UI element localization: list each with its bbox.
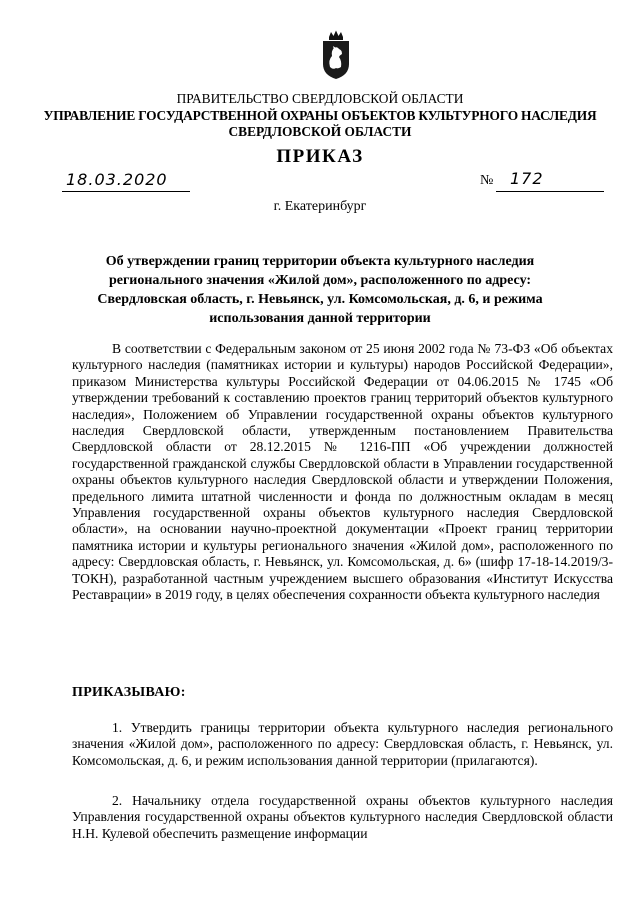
department-name-line2: СВЕРДЛОВСКОЙ ОБЛАСТИ (228, 124, 412, 139)
order-number-label: № (480, 173, 494, 188)
order-number: 172 (510, 169, 544, 188)
government-name: ПРАВИТЕЛЬСТВО СВЕРДЛОВСКОЙ ОБЛАСТИ (176, 91, 464, 106)
decree-heading: ПРИКАЗЫВАЮ: (72, 685, 186, 700)
order-item-1: 1. Утвердить границы территории объекта культурного наследия регионального значения «Жилой дом», расположенного по адресу: Свердловская область, г. Невьянск, ул. Комсомольская, д. 6, и режим использования данной территории (прилагаются). (72, 720, 613, 768)
preamble-paragraph: В соответствии с Федеральным законом от 25 июня 2002 года № 73-ФЗ «Об объектах культурного наследия (памятниках истории и культуры) народов Российской Федерации», приказом Министерства культуры Российской Федерации от 04.06.2015 № 1745 «Об утверждении требований к составлению проектов границ территорий объектов культурного наследия», Положением об Управлении государственной охраны объектов культурного наследия Свердловской области, утвержденным постановлением Правительства Свердловской области от 28.12.2015 № 1216-ПП «Об учреждении должностей государственной гражданской службы Свердловской области в Управлении государственной охраны объектов культурного наследия Свердловской области и утверждении Положения, предельного лимита штатной численности и фонда по должностным окладам в месяц Управления государственной охраны объектов культурного наследия Свердловской области», на основании научно-проектной документации «Проект границ территории памятника истории и культуры регионального значения «Жилой дом», расположенного по адресу: Свердловская область, г. Невьянск, ул. Комсомольская, д. 6» (шифр 17-18-14.2019/3-ТОКН), разработанной частным учреждением высшего образования «Институт Искусства Реставрации» в 2019 году, в целях обеспечения сохранности объекта культурного наследия (72, 341, 613, 603)
order-title: ПРИКАЗ (276, 146, 364, 167)
document-title: Об утверждении границ территории объекта культурного наследия регионального значения «Жилой дом», расположенного по адресу: Свердловская область, г. Невьянск, ул. Комсомольская, д. 6, и режима использования данной территории (97, 254, 543, 326)
department-name-line1: УПРАВЛЕНИЕ ГОСУДАРСТВЕННОЙ ОХРАНЫ ОБЪЕКТОВ КУЛЬТУРНОГО НАСЛЕДИЯ (43, 108, 597, 123)
order-city: г. Екатеринбург (273, 199, 367, 214)
order-date-field (62, 171, 190, 192)
order-item-2: 2. Начальнику отдела государственной охраны объектов культурного наследия Управления государственной охраны объектов культурного наследия Свердловской области Н.Н. Кулевой обеспечить размещение информации (72, 793, 613, 841)
order-number-field (496, 171, 604, 192)
order-date: 18.03.2020 (66, 170, 168, 189)
coat-of-arms-icon (318, 30, 354, 80)
